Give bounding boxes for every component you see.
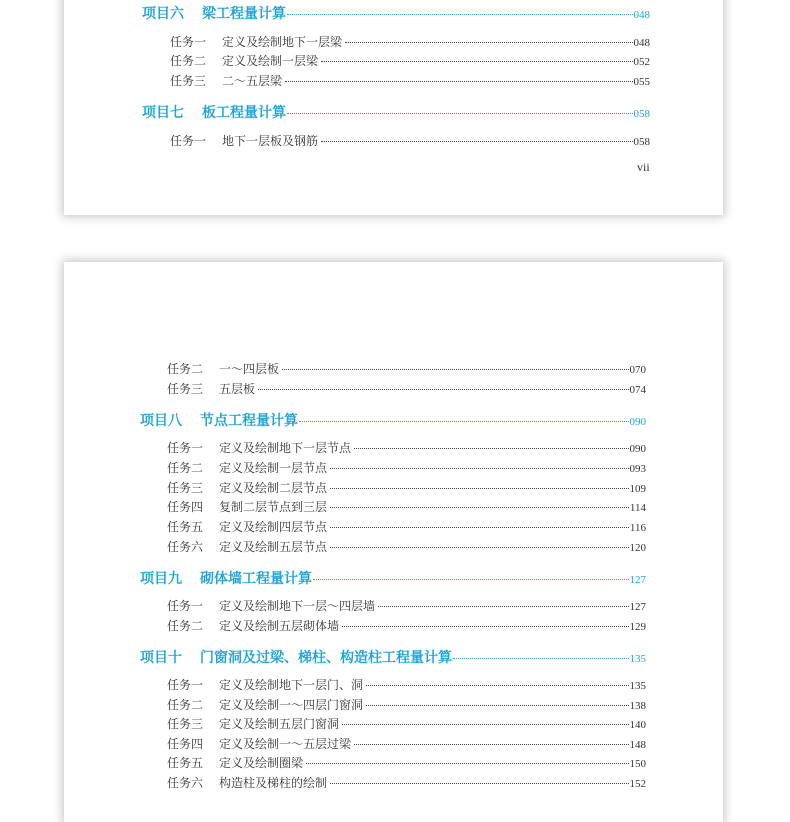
task-page-number: 140 (629, 719, 646, 731)
task-page-number: 129 (629, 621, 646, 633)
section-page-number: 048 (633, 9, 650, 21)
leader-dots (287, 113, 633, 114)
task-page-number: 058 (633, 136, 650, 148)
task-label: 任务三 (167, 382, 204, 396)
task-title: 定义及绘制地下一层～四层墙 (219, 599, 376, 613)
toc-task-entry[interactable] (167, 439, 646, 456)
toc-task-entry[interactable] (167, 735, 646, 752)
task-title: 复制二层节点到三层 (219, 500, 328, 514)
task-page-number: 070 (629, 364, 646, 376)
task-title: 定义及绘制一～四层门窗洞 (219, 698, 364, 712)
section-title: 节点工程量计算 (200, 413, 298, 429)
leader-dots (258, 389, 628, 390)
task-title: 定义及绘制地下一层门、洞 (219, 678, 364, 692)
task-page-number: 120 (629, 542, 646, 554)
task-title: 一～四层板 (219, 362, 280, 376)
toc-task-entry[interactable] (170, 33, 650, 50)
task-page-number: 116 (629, 522, 646, 534)
section-label: 项目九 (140, 571, 182, 587)
toc-task-entry[interactable] (167, 774, 646, 791)
task-label: 任务一 (167, 678, 204, 692)
leader-dots (345, 42, 632, 43)
page-number-roman: vii (637, 160, 650, 174)
toc-task-entry[interactable] (167, 754, 646, 771)
task-title: 定义及绘制一～五层过梁 (219, 737, 352, 751)
task-label: 任务二 (167, 619, 204, 633)
leader-dots (378, 606, 628, 607)
toc-task-entry[interactable] (167, 676, 646, 693)
task-label: 任务六 (167, 776, 204, 790)
leader-dots (287, 14, 633, 15)
leader-dots (354, 744, 628, 745)
task-label: 任务四 (167, 737, 204, 751)
task-label: 任务三 (167, 481, 204, 495)
task-label: 任务五 (167, 756, 204, 770)
section-page-number: 135 (629, 653, 646, 665)
task-label: 任务一 (170, 35, 207, 49)
leader-dots (330, 527, 629, 528)
section-page-number: 090 (629, 416, 646, 428)
toc-section-heading[interactable] (142, 102, 650, 122)
section-label: 项目六 (142, 6, 184, 22)
toc-section-heading[interactable] (140, 647, 646, 667)
toc-task-entry[interactable] (167, 479, 646, 496)
task-label: 任务三 (167, 717, 204, 731)
task-page-number: 152 (629, 778, 646, 790)
task-label: 任务五 (167, 520, 204, 534)
task-label: 任务一 (170, 134, 207, 148)
task-page-number: 150 (629, 758, 646, 770)
task-page-number: 048 (633, 37, 650, 49)
toc-task-entry[interactable] (167, 459, 646, 476)
task-page-number: 074 (629, 384, 646, 396)
leader-dots (330, 488, 628, 489)
task-page-number: 127 (629, 601, 646, 613)
section-title: 门窗洞及过梁、梯柱、构造柱工程量计算 (200, 650, 452, 666)
task-title: 定义及绘制一层节点 (219, 461, 328, 475)
task-title: 定义及绘制二层节点 (219, 481, 328, 495)
section-label: 项目十 (140, 650, 182, 666)
toc-task-entry[interactable] (167, 597, 646, 614)
leader-dots (330, 507, 629, 508)
task-page-number: 055 (633, 76, 650, 88)
leader-dots (342, 626, 628, 627)
leader-dots (321, 61, 632, 62)
toc-task-entry[interactable] (170, 72, 650, 89)
task-label: 任务四 (167, 500, 204, 514)
task-page-number: 135 (629, 680, 646, 692)
task-label: 任务三 (170, 74, 207, 88)
task-page-number: 138 (629, 700, 646, 712)
toc-section-heading[interactable] (140, 410, 646, 430)
task-title: 定义及绘制一层梁 (222, 54, 319, 68)
leader-dots (330, 468, 628, 469)
task-label: 任务二 (167, 461, 204, 475)
task-title: 五层板 (219, 382, 256, 396)
leader-dots (299, 421, 629, 422)
leader-dots (366, 685, 628, 686)
toc-task-entry[interactable] (167, 538, 646, 555)
toc-task-entry[interactable] (167, 518, 646, 535)
task-label: 任务六 (167, 540, 204, 554)
task-title: 地下一层板及钢筋 (222, 134, 319, 148)
section-page-number: 127 (629, 574, 646, 586)
task-title: 定义及绘制地下一层梁 (222, 35, 343, 49)
toc-task-entry[interactable] (167, 380, 646, 397)
task-page-number: 114 (629, 502, 646, 514)
task-title: 定义及绘制五层门窗洞 (219, 717, 340, 731)
task-title: 定义及绘制五层砌体墙 (219, 619, 340, 633)
leader-dots (321, 141, 632, 142)
section-title: 梁工程量计算 (202, 6, 286, 22)
toc-page-vii (64, 0, 723, 215)
section-title: 砌体墙工程量计算 (200, 571, 312, 587)
leader-dots (330, 783, 628, 784)
toc-task-entry[interactable] (167, 498, 646, 515)
toc-section-heading[interactable] (140, 568, 646, 588)
task-label: 任务二 (167, 362, 204, 376)
task-title: 定义及绘制圈梁 (219, 756, 304, 770)
task-label: 任务一 (167, 441, 204, 455)
leader-dots (366, 705, 628, 706)
task-title: 定义及绘制五层节点 (219, 540, 328, 554)
section-page-number: 058 (633, 108, 650, 120)
toc-task-entry[interactable] (167, 715, 646, 732)
section-label: 项目七 (142, 105, 184, 121)
task-label: 任务二 (167, 698, 204, 712)
section-label: 项目八 (140, 413, 182, 429)
section-title: 板工程量计算 (202, 105, 286, 121)
leader-dots (354, 448, 628, 449)
toc-task-entry[interactable] (170, 132, 650, 149)
toc-task-entry[interactable] (167, 617, 646, 634)
leader-dots (453, 658, 629, 659)
leader-dots (342, 724, 628, 725)
task-title: 定义及绘制地下一层节点 (219, 441, 352, 455)
task-page-number: 109 (629, 483, 646, 495)
toc-section-heading[interactable] (142, 3, 650, 23)
task-label: 任务二 (170, 54, 207, 68)
task-title: 二～五层梁 (222, 74, 283, 88)
task-label: 任务一 (167, 599, 204, 613)
toc-task-entry[interactable] (167, 696, 646, 713)
task-page-number: 052 (633, 56, 650, 68)
toc-task-entry[interactable] (167, 360, 646, 377)
task-title: 定义及绘制四层节点 (219, 520, 328, 534)
toc-task-entry[interactable] (170, 52, 650, 69)
leader-dots (330, 547, 628, 548)
leader-dots (313, 579, 629, 580)
toc-page-viii (64, 262, 723, 822)
leader-dots (285, 81, 632, 82)
task-page-number: 090 (629, 443, 646, 455)
task-page-number: 093 (629, 463, 646, 475)
leader-dots (306, 763, 628, 764)
task-page-number: 148 (629, 739, 646, 751)
leader-dots (282, 369, 628, 370)
task-title: 构造柱及梯柱的绘制 (219, 776, 328, 790)
